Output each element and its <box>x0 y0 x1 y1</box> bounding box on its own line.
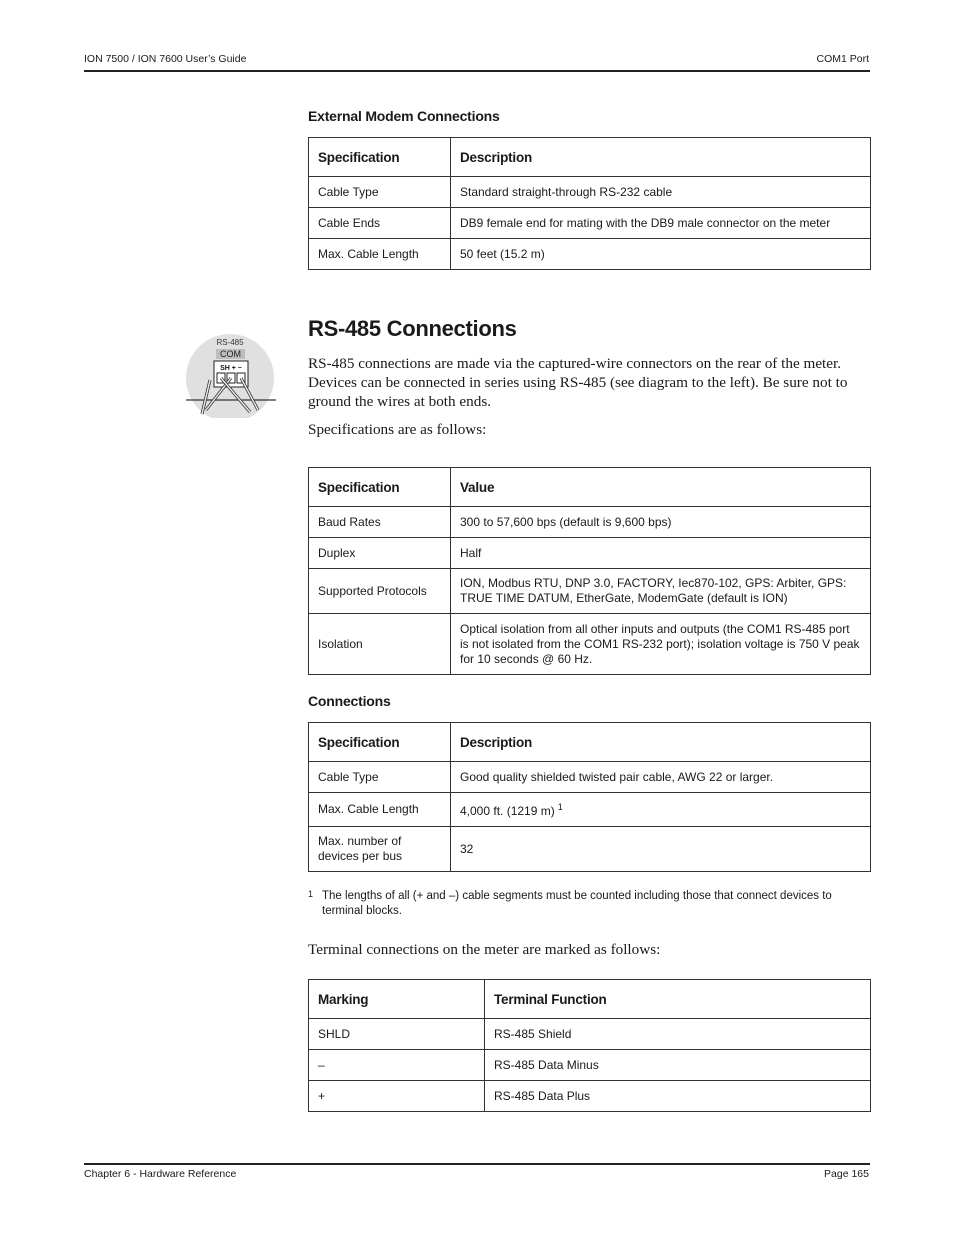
terminal-intro: Terminal connections on the meter are marked as follows: <box>308 941 661 958</box>
header-rule <box>84 70 870 72</box>
footnote <box>308 889 870 919</box>
table-row <box>309 827 871 872</box>
table-cell: RS-485 Shield <box>485 1019 871 1050</box>
table-row <box>309 538 871 569</box>
table-cell: Cable Type <box>309 762 451 793</box>
column-header: Description <box>451 138 871 177</box>
column-header: Terminal Function <box>485 980 871 1019</box>
table-row <box>309 1019 871 1050</box>
table-header-row <box>309 138 871 177</box>
table-cell: 32 <box>451 827 871 872</box>
rs485-intro: RS-485 connections are made via the captured-wire connectors on the rear of the meter. Devices can be connected in series using RS-485 (see diagram to the left). Be sure not to ground the wires at both ends. <box>308 355 848 410</box>
rs485-heading: RS-485 Connections <box>308 316 517 341</box>
table-cell: 300 to 57,600 bps (default is 9,600 bps) <box>451 507 871 538</box>
table-cell: Baud Rates <box>309 507 451 538</box>
table-cell: ION, Modbus RTU, DNP 3.0, FACTORY, Iec870-102, GPS: Arbiter, GPS: TRUE TIME DATUM, EtherGate, ModemGate (default is ION) <box>451 569 871 614</box>
table-cell: Supported Protocols <box>309 569 451 614</box>
footnote-mark: 1 <box>308 889 314 899</box>
connections-table <box>308 722 871 872</box>
table-row <box>309 1050 871 1081</box>
table-cell: SHLD <box>309 1019 485 1050</box>
table-row <box>309 177 871 208</box>
column-header: Value <box>451 468 871 507</box>
table-cell: RS-485 Data Plus <box>485 1081 871 1112</box>
terminal-table <box>308 979 871 1112</box>
table-header-row <box>309 980 871 1019</box>
table-row <box>309 614 871 675</box>
column-header: Specification <box>309 468 451 507</box>
table-cell: Duplex <box>309 538 451 569</box>
table-header-row <box>309 723 871 762</box>
rs485-connector-diagram <box>184 334 280 418</box>
table-cell: Cable Type <box>309 177 451 208</box>
footnote-text: The lengths of all (+ and –) cable segments must be counted including those that connect devices to terminal blocks. <box>322 890 832 917</box>
column-header: Specification <box>309 138 451 177</box>
table-cell: RS-485 Data Minus <box>485 1050 871 1081</box>
diagram-label-com: COM <box>220 349 241 359</box>
table-cell: 50 feet (15.2 m) <box>451 239 871 270</box>
table-cell: Optical isolation from all other inputs and outputs (the COM1 RS-485 port is not isolated from the COM1 RS-232 port); isolation voltage is 750 V peak for 10 seconds @ 60 Hz. <box>451 614 871 675</box>
table-cell <box>451 793 871 827</box>
table-row <box>309 239 871 270</box>
modem-table <box>308 137 871 270</box>
table-cell: DB9 female end for mating with the DB9 male connector on the meter <box>451 208 871 239</box>
table-row <box>309 1081 871 1112</box>
modem-heading: External Modem Connections <box>308 108 500 124</box>
column-header: Marking <box>309 980 485 1019</box>
diagram-label-rs485: RS-485 <box>216 338 244 347</box>
table-row <box>309 569 871 614</box>
table-row <box>309 507 871 538</box>
table-cell: Max. Cable Length <box>309 239 451 270</box>
table-cell: Cable Ends <box>309 208 451 239</box>
table-cell: Good quality shielded twisted pair cable, AWG 22 or larger. <box>451 762 871 793</box>
table-row <box>309 208 871 239</box>
cable-length-value: 4,000 ft. (1219 m) <box>460 804 555 818</box>
table-header-row <box>309 468 871 507</box>
column-header: Specification <box>309 723 451 762</box>
footer-rule <box>84 1163 870 1165</box>
table-cell: + <box>309 1081 485 1112</box>
table-cell: Isolation <box>309 614 451 675</box>
table-row <box>309 793 871 827</box>
footer-chapter: Chapter 6 - Hardware Reference <box>84 1168 237 1180</box>
table-cell: – <box>309 1050 485 1081</box>
header-section: COM1 Port <box>816 53 869 65</box>
table-row <box>309 762 871 793</box>
table-cell: Half <box>451 538 871 569</box>
terminal-labels: SH + − <box>220 365 242 372</box>
column-header: Description <box>451 723 871 762</box>
specs-intro: Specifications are as follows: <box>308 421 487 438</box>
table-cell: Max. number of devices per bus <box>309 827 451 872</box>
table-cell: Standard straight-through RS-232 cable <box>451 177 871 208</box>
connections-heading: Connections <box>308 693 391 709</box>
rs485-spec-table <box>308 467 871 675</box>
page-number: Page 165 <box>824 1168 869 1180</box>
footnote-ref: 1 <box>557 802 563 812</box>
header-title: ION 7500 / ION 7600 User’s Guide <box>84 53 247 65</box>
table-cell: Max. Cable Length <box>309 793 451 827</box>
